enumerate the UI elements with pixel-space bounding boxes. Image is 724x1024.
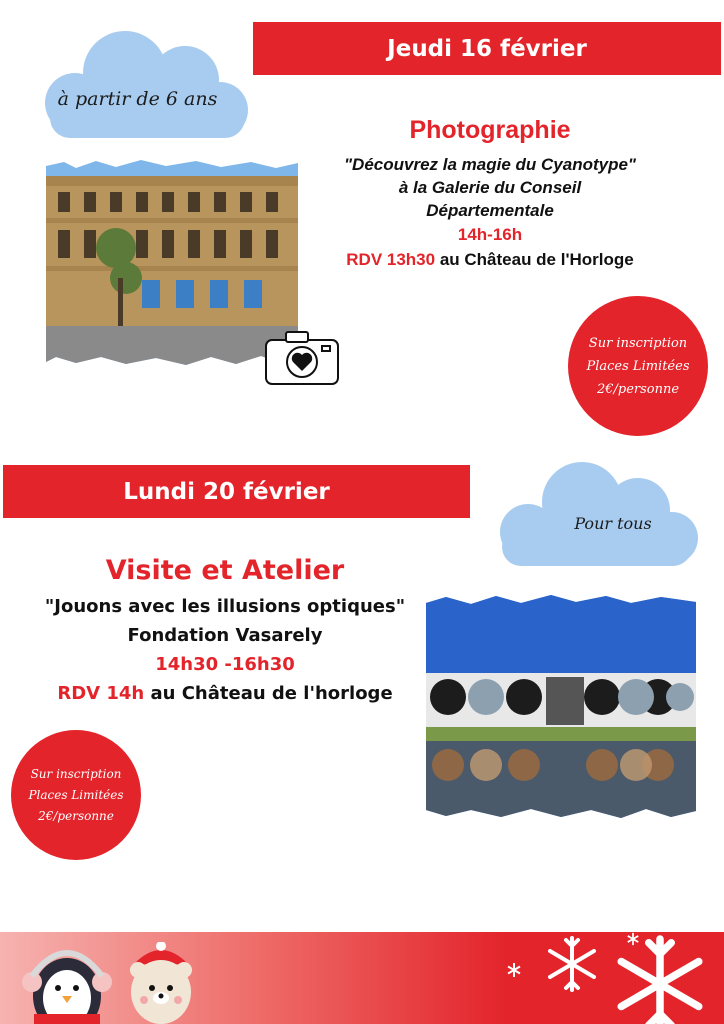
event-venue-1a: à la Galerie du Conseil: [398, 178, 582, 197]
badge-2-line-1: Sur inscription: [30, 766, 122, 781]
penguin-icon: [22, 936, 112, 1024]
rdv-place-2: au Château de l'horloge: [144, 683, 393, 704]
date-banner-2: [3, 465, 470, 518]
camera-heart-icon: [262, 324, 344, 392]
date-label-2: Lundi 20 février: [123, 478, 330, 505]
snowflake-icon: [506, 962, 522, 978]
snowflake-icon: [626, 932, 640, 946]
date-banner-1: [253, 22, 721, 75]
event-time-1: 14h-16h: [457, 225, 523, 244]
bear-icon: [126, 942, 196, 1024]
snowflake-icon: [610, 934, 710, 1024]
event-subtitle-2: "Jouons avec les illusions optiques": [44, 596, 406, 617]
badge-1-line-1: Sur inscription: [588, 335, 688, 351]
event-details-2: [20, 555, 430, 708]
registration-badge-1: [568, 296, 708, 436]
date-label-1: Jeudi 16 février: [387, 35, 587, 62]
event-details-1: [300, 116, 680, 272]
galerie-photo: [46, 158, 298, 368]
event-venue-2: Fondation Vasarely: [127, 625, 323, 646]
event-title-1: Photographie: [409, 116, 571, 144]
event-time-2: 14h30 -16h30: [155, 654, 295, 675]
event-subtitle-1: "Découvrez la magie du Cyanotype": [344, 155, 636, 174]
audience-label-1: à partir de 6 ans: [57, 88, 218, 110]
rdv-time-1: RDV 13h30: [346, 250, 436, 269]
cloud-icon: [20, 18, 260, 146]
badge-1-line-2: Places Limitées: [586, 358, 690, 374]
badge-2-line-3: 2€/personne: [38, 808, 114, 823]
badge-2-line-2: Places Limitées: [28, 787, 124, 802]
winter-footer: [0, 932, 724, 1024]
event-title-2: Visite et Atelier: [105, 555, 345, 586]
audience-label-2: Pour tous: [574, 514, 652, 533]
rdv-place-1: au Château de l'Horloge: [435, 250, 634, 269]
snowflake-icon: [542, 934, 602, 994]
event-rdv-1: [300, 248, 680, 272]
badge-1-line-3: 2€/personne: [596, 381, 680, 397]
event-venue-1b: Départementale: [426, 201, 554, 220]
vasarely-photo: [426, 593, 696, 821]
cloud-icon: [480, 452, 706, 572]
event-rdv-2: [20, 679, 430, 708]
rdv-time-2: RDV 14h: [57, 683, 145, 704]
registration-badge-2: [11, 730, 141, 860]
